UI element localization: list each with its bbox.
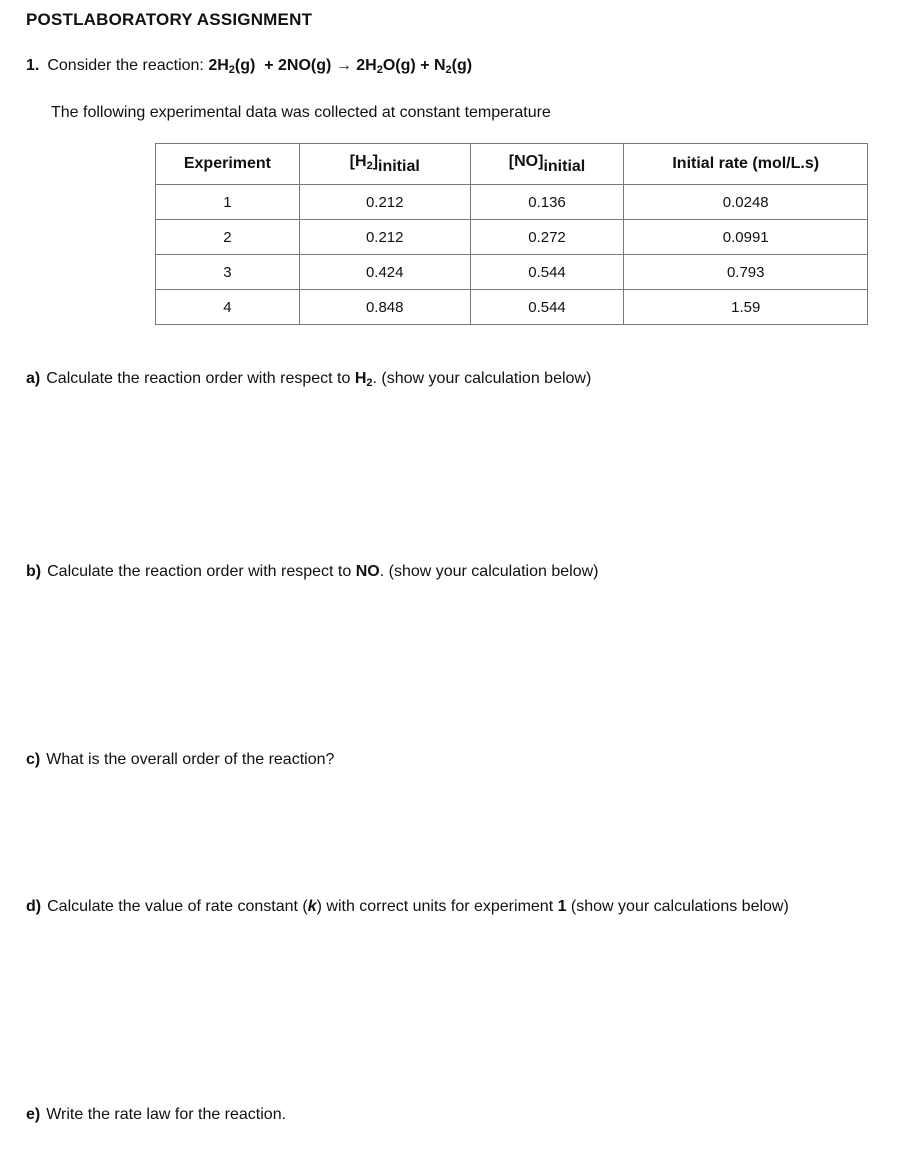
subscript: 2 — [366, 377, 373, 389]
page-title: POSTLABORATORY ASSIGNMENT — [26, 10, 313, 29]
header-initial-rate: Initial rate (mol/L.s) — [624, 144, 868, 185]
reaction-equation — [208, 57, 472, 74]
header-h2-tail: ] — [372, 152, 379, 170]
part-d-label: d) — [26, 898, 42, 915]
header-no-main: [NO] — [508, 152, 544, 170]
cell-rate: 1.59 — [624, 290, 868, 325]
cell-no: 0.136 — [470, 185, 624, 220]
phase: (g) — [395, 57, 416, 74]
cell-h2: 0.424 — [299, 255, 470, 290]
table-header-row — [156, 144, 868, 185]
part-b-text: Calculate the reaction order with respect to — [47, 563, 356, 580]
part-d — [26, 898, 789, 916]
part-e — [26, 1106, 286, 1124]
part-c — [26, 751, 334, 769]
part-a-bold: H — [354, 370, 367, 387]
header-no-suffix: initial — [543, 157, 586, 175]
subscript: 2 — [366, 159, 373, 172]
part-c-text: What is the overall order of the reaction? — [46, 751, 335, 768]
reactant-no: + 2NO — [264, 57, 311, 74]
cell-h2: 0.212 — [299, 185, 470, 220]
part-b-label: b) — [26, 563, 42, 580]
subscript: 2 — [376, 64, 383, 76]
part-a-text-end: . (show your calculation below) — [372, 370, 592, 387]
part-b-text-end: . (show your calculation below) — [379, 563, 599, 580]
table-row — [156, 290, 868, 325]
phase: (g) — [234, 57, 256, 74]
header-experiment: Experiment — [156, 144, 300, 185]
part-d-experiment: 1 — [557, 898, 567, 915]
phase: (g) — [451, 57, 473, 74]
cell-h2: 0.848 — [299, 290, 470, 325]
experiment-table — [155, 143, 868, 325]
header-h2-main: [H — [349, 152, 367, 170]
phase: (g) — [310, 57, 332, 74]
question-prefix: Consider the reaction: — [47, 57, 209, 74]
question-1 — [26, 57, 472, 75]
table-row — [156, 220, 868, 255]
part-b — [26, 563, 598, 581]
part-c-label: c) — [26, 751, 41, 768]
cell-experiment: 2 — [156, 220, 300, 255]
reactant-h2: 2H — [208, 57, 229, 74]
part-a-label: a) — [26, 370, 41, 387]
question-number: 1. — [26, 57, 40, 74]
cell-no: 0.544 — [470, 255, 624, 290]
product-h2o-tail: O — [382, 57, 396, 74]
table-row — [156, 255, 868, 290]
cell-rate: 0.793 — [624, 255, 868, 290]
part-d-text-end: (show your calculations below) — [566, 898, 789, 915]
cell-no: 0.272 — [470, 220, 624, 255]
cell-experiment: 1 — [156, 185, 300, 220]
product-h2o: 2H — [356, 57, 377, 74]
data-intro: The following experimental data was collected at constant temperature — [51, 104, 551, 121]
header-h2-initial — [299, 144, 470, 185]
part-a-text: Calculate the reaction order with respect to — [46, 370, 355, 387]
header-h2-suffix: initial — [378, 157, 420, 175]
table-row — [156, 185, 868, 220]
rate-constant-symbol: k — [307, 898, 317, 915]
product-n2: + N — [420, 57, 446, 74]
part-e-text: Write the rate law for the reaction. — [46, 1106, 287, 1123]
part-a — [26, 370, 591, 388]
part-b-bold: NO — [355, 563, 380, 580]
part-e-label: e) — [26, 1106, 41, 1123]
cell-no: 0.544 — [470, 290, 624, 325]
part-d-text-mid: ) with correct units for experiment — [316, 898, 558, 915]
cell-experiment: 4 — [156, 290, 300, 325]
subscript: 2 — [228, 64, 235, 76]
arrow-icon: → — [335, 57, 352, 74]
cell-experiment: 3 — [156, 255, 300, 290]
cell-rate: 0.0991 — [624, 220, 868, 255]
header-no-initial — [470, 144, 624, 185]
cell-h2: 0.212 — [299, 220, 470, 255]
cell-rate: 0.0248 — [624, 185, 868, 220]
subscript: 2 — [445, 64, 452, 76]
part-d-text: Calculate the value of rate constant ( — [47, 898, 308, 915]
